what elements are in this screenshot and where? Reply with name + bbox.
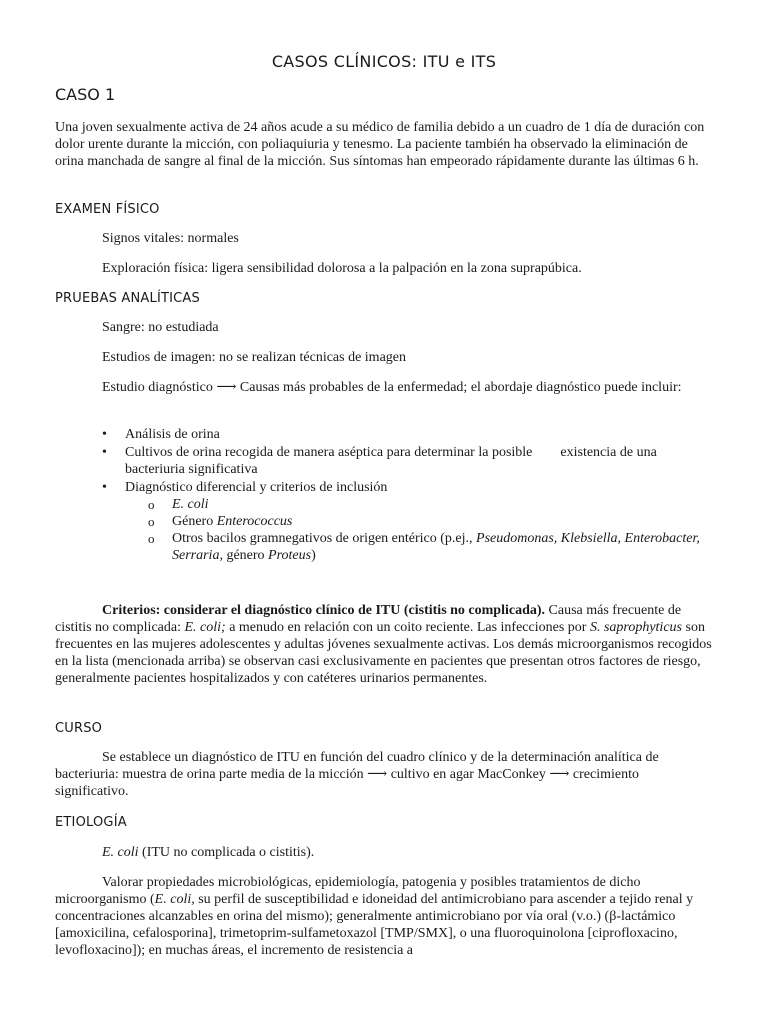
list-item	[55, 426, 715, 443]
lab-tests-heading: PRUEBAS ANALÍTICAS	[55, 291, 200, 306]
organism-name: Proteus	[268, 548, 312, 563]
list-item-text: existencia de una bacteriuria significativa	[125, 445, 657, 477]
organism-name: Enterococcus	[216, 514, 293, 529]
diagnostic-study-text: Estudio diagnóstico ⟶ Causas más probables de la enfermedad; el abordaje diagnóstico puede incluir:	[102, 380, 682, 395]
diagnostic-list	[55, 426, 715, 565]
etiology-text: Valorar propiedades microbiológicas, epidemiología, patogenia y posibles tratamientos de dicho microorganismo (	[55, 875, 641, 907]
sublist-text: Otros bacilos gramnegativos de origen entérico (p.ej.,	[172, 531, 477, 546]
sublist-item	[125, 530, 715, 564]
etiology-line	[55, 844, 715, 861]
organism-name: E. coli,	[154, 892, 195, 907]
criteria-bold: Criterios: considerar el diagnóstico clínico de ITU (cistitis no complicada).	[102, 603, 546, 618]
document-title: CASOS CLÍNICOS: ITU e ITS	[271, 52, 497, 71]
sublist-text: )	[311, 548, 316, 563]
etiology-heading: ETIOLOGÍA	[55, 815, 127, 830]
case-intro-paragraph: Una joven sexualmente activa de 24 años acude a su médico de familia debido a un cuadro de 1 día de duración con dolor urente durante la micción, con poliaquiuria y tenesmo. La paciente también ha observado la eliminación de orina manchada de sangre al final de la micción. Sus síntomas han empeorado rápidamente durante las últimas 6 h.	[55, 120, 705, 169]
sublist-item	[125, 496, 715, 513]
course-paragraph: Se establece un diagnóstico de ITU en función del cuadro clínico y de la determinación analítica de bacteriuria: muestra de orina parte media de la micción ⟶ cultivo en agar MacConkey ⟶ crecimiento significativo.	[55, 750, 659, 799]
exploration-text: Exploración física: ligera sensibilidad dolorosa a la palpación en la zona suprapúbica.	[102, 261, 582, 276]
etiology-text: su perfil de susceptibilidad e idoneidad del antimicrobiano para ascender a tejido renal y concentraciones alcanzables en orina del mismo); generalmente antimicrobiano por vía oral (v.o.) (β-lactámico [amoxicilina, cefalosporina], trimetoprim-sulfametoxazol [TMP/SMX], o una fluoroquinolona [ciprofloxacino, levofloxacino]); en muchas áreas, el incremento de resistencia a	[55, 892, 694, 958]
sublist-text: Género	[172, 514, 217, 529]
etiology-text: (ITU no complicada o cistitis).	[138, 845, 315, 860]
vital-signs-text: Signos vitales: normales	[102, 231, 239, 246]
organism-name: E. coli	[172, 497, 209, 512]
differential-list	[125, 496, 715, 564]
organism-name: Pseudomonas, Klebsiella, Enterobacter, Serraria,	[172, 531, 700, 563]
list-item	[55, 479, 715, 564]
criteria-text: son frecuentes en las mujeres adolescentes y adultas jóvenes sexualmente activas. Los demás microorganismos recogidos en la lista (mencionada arriba) se observan casi exclusivamente en pacientes que presentan otros factores de riesgo, generalmente pacientes hospitalizados y con catéteres urinarios permanentes.	[55, 620, 712, 686]
list-item-text: Cultivos de orina recogida de manera aséptica para determinar la posible	[125, 445, 533, 460]
physical-exam-heading: EXAMEN FÍSICO	[55, 202, 160, 217]
organism-name: E. coli;	[184, 620, 226, 635]
blood-text: Sangre: no estudiada	[102, 320, 219, 335]
list-item	[55, 444, 715, 478]
course-heading: CURSO	[55, 721, 103, 736]
organism-name: S. saprophyticus	[589, 620, 682, 635]
criteria-paragraph	[55, 602, 715, 687]
imaging-text: Estudios de imagen: no se realizan técnicas de imagen	[102, 350, 407, 365]
list-item-text: Análisis de orina	[125, 427, 220, 442]
sublist-item	[125, 513, 715, 530]
criteria-text: Causa más frecuente de cistitis no complicada:	[55, 603, 682, 635]
criteria-text: a menudo en relación con un coito reciente. Las infecciones por	[225, 620, 590, 635]
list-item-text: Diagnóstico diferencial y criterios de inclusión	[125, 480, 388, 495]
organism-name: E. coli	[102, 845, 139, 860]
sublist-text: género	[222, 548, 269, 563]
etiology-paragraph	[55, 874, 715, 959]
case-heading: CASO 1	[55, 85, 116, 104]
